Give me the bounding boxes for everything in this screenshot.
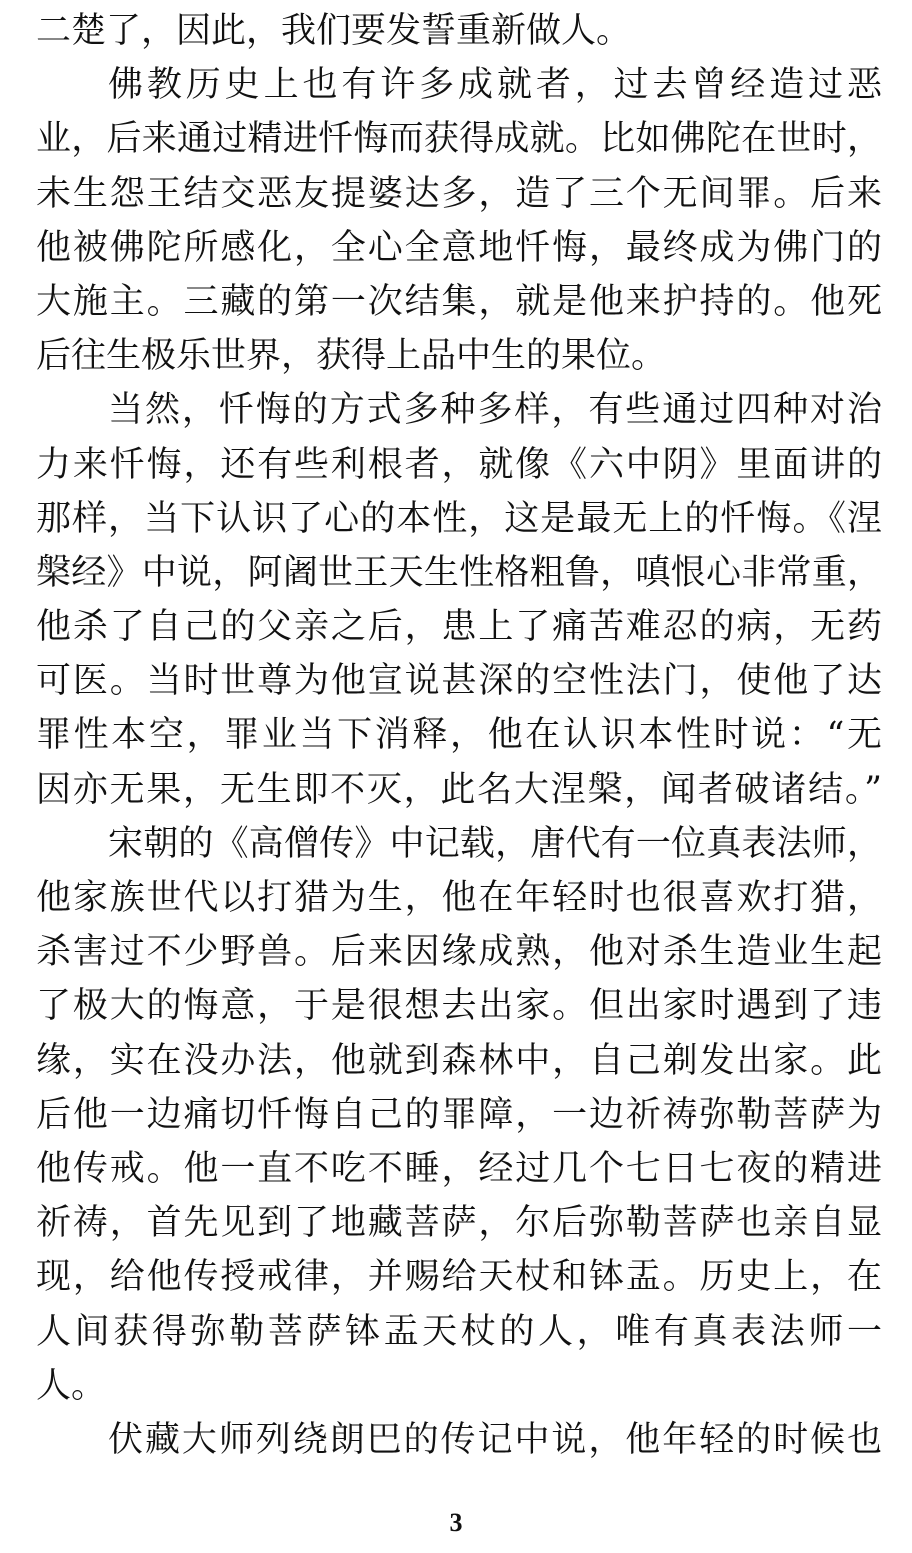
text-line: 他家族世代以打猎为生，他在年轻时也很喜欢打猎， (36, 878, 882, 918)
text-line: 二楚了，因此，我们要发誓重新做人。 (36, 11, 632, 51)
text-line: 后他一边痛切忏悔自己的罪障，一边祈祷弥勒菩萨为 (36, 1094, 882, 1135)
text-line: 因亦无果，无生即不灭，此名大涅槃，闻者破诸结。” (36, 769, 882, 810)
text-line: 他传戒。他一直不吃不睡，经过几个七日七夜的精进 (36, 1148, 882, 1189)
text-line: 可医。当时世尊为他宣说甚深的空性法门，使他了达 (36, 661, 882, 702)
text-line: 祈祷，首先见到了地藏菩萨，尔后弥勒菩萨也亲自显 (36, 1203, 882, 1244)
text-line: 他杀了自己的父亲之后，患上了痛苦难忍的病，无药 (36, 607, 882, 648)
paragraph-start-line: 宋朝的《高僧传》中记载，唐代有一位真表法师， (108, 823, 882, 864)
text-line: 缘，实在没办法，他就到森林中，自己剃发出家。此 (36, 1040, 882, 1081)
paragraph-start-line: 伏藏大师列绕朗巴的传记中说，他年轻的时候也 (108, 1419, 882, 1460)
text-line: 他被佛陀所感化，全心全意地忏悔，最终成为佛门的 (36, 227, 882, 268)
text-line: 杀害过不少野兽。后来因缘成熟，他对杀生造业生起 (36, 932, 882, 973)
text-line: 后往生极乐世界，获得上品中生的果位。 (36, 336, 667, 377)
text-line: 那样，当下认识了心的本性，这是最无上的忏悔。《涅 (36, 498, 882, 539)
text-line: 力来忏悔，还有些利根者，就像《六中阴》里面讲的 (36, 444, 882, 485)
text-line: 未生怨王结交恶友提婆达多，造了三个无间罪。后来 (36, 173, 882, 214)
page-number: 3 (449, 1508, 463, 1537)
text-line: 现，给他传授戒律，并赐给天杖和钵盂。历史上，在 (36, 1257, 882, 1298)
body-text (36, 4, 882, 1467)
text-line: 业，后来通过精进忏悔而获得成就。比如佛陀在世时， (36, 119, 882, 160)
text-line: 了极大的悔意，于是很想去出家。但出家时遇到了违 (36, 986, 882, 1027)
text-line: 大施主。三藏的第一次结集，就是他来护持的。他死 (36, 281, 882, 322)
text-line: 人间获得弥勒菩萨钵盂天杖的人，唯有真表法师一 (36, 1311, 882, 1352)
paragraph-start-line: 佛教历史上也有许多成就者，过去曾经造过恶 (108, 65, 882, 106)
paragraph-start-line: 当然，忏悔的方式多种多样，有些通过四种对治 (108, 390, 882, 431)
text-line: 人。 (36, 1365, 107, 1406)
text-line: 槃经》中说，阿阇世王天生性格粗鲁，嗔恨心非常重， (36, 552, 882, 593)
text-line: 罪性本空，罪业当下消释，他在认识本性时说：“无 (36, 715, 882, 756)
